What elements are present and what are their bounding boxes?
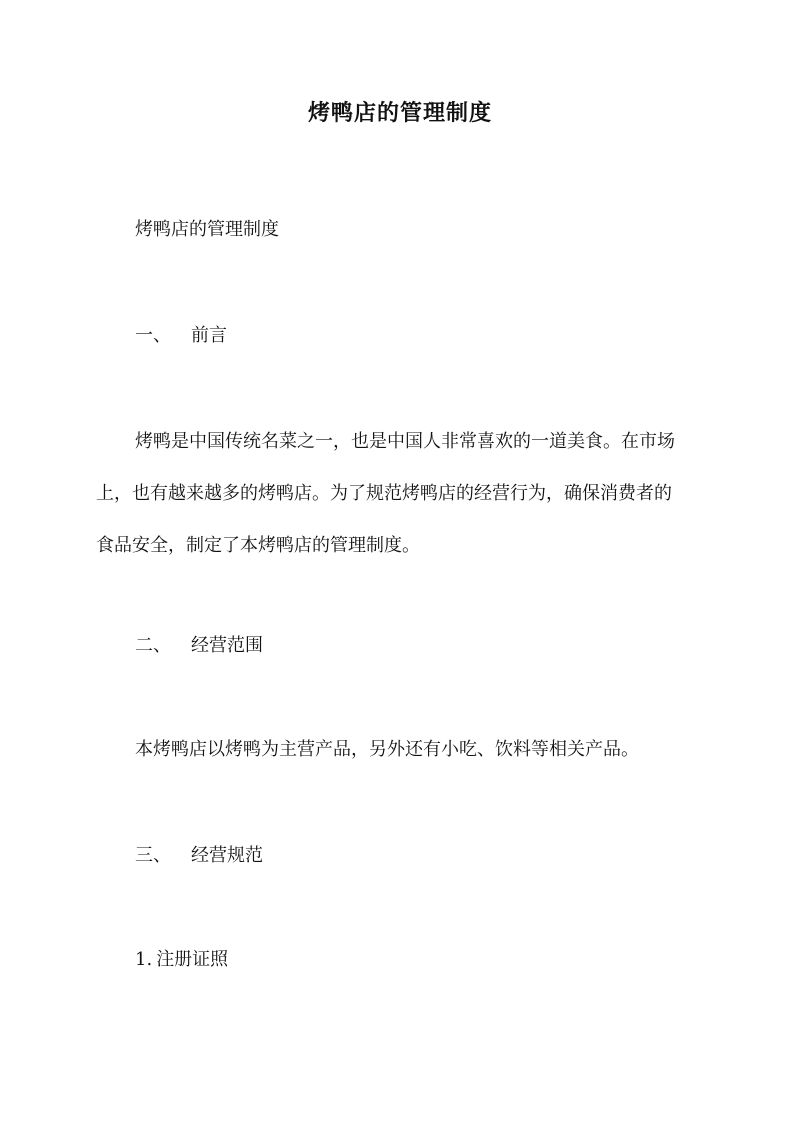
section-heading-preface (135, 310, 710, 362)
paragraph-line: 食品安全，制定了本烤鸭店的管理制度。 (96, 535, 420, 556)
section-number: 二、 (135, 635, 171, 656)
list-item-registration (135, 934, 710, 986)
list-item-number: 1. (135, 949, 153, 970)
paragraph-line: 烤鸭是中国传统名菜之一，也是中国人非常喜欢的一道美食。在市场 (135, 431, 675, 452)
section-heading-norms (135, 830, 710, 882)
section-number: 三、 (135, 845, 171, 866)
scope-paragraph: 本烤鸭店以烤鸭为主营产品，另外还有小吃、饮料等相关产品。 (135, 739, 639, 760)
section-label: 前言 (191, 325, 227, 346)
section-label: 经营规范 (191, 845, 263, 866)
list-item-label: 注册证照 (156, 949, 229, 970)
section-number: 一、 (135, 325, 171, 346)
preface-paragraph (96, 416, 710, 572)
paragraph-line: 上，也有越来越多的烤鸭店。为了规范烤鸭店的经营行为，确保消费者的 (96, 483, 672, 504)
section-heading-scope (135, 620, 710, 672)
document-title: 烤鸭店的管理制度 (307, 100, 492, 126)
section-label: 经营范围 (191, 635, 263, 656)
document-subtitle: 烤鸭店的管理制度 (135, 219, 279, 240)
